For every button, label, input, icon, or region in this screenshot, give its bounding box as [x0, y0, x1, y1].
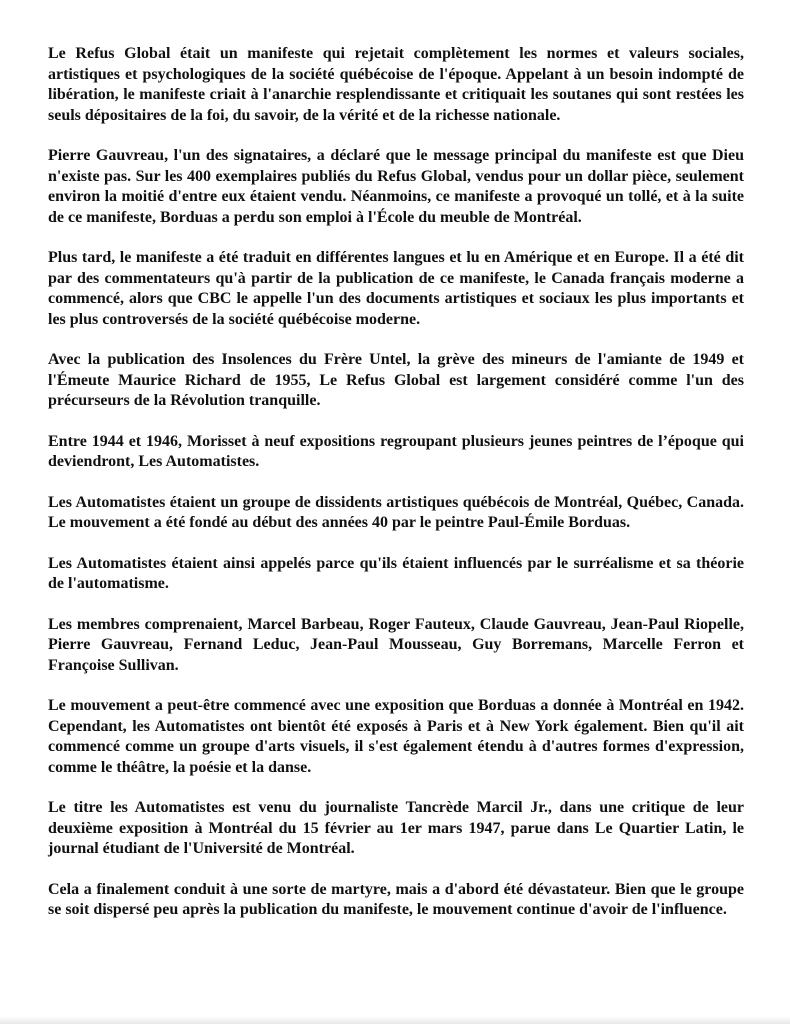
document-body — [48, 44, 744, 941]
paragraph-members: Les membres comprenaient, Marcel Barbeau, Roger Fauteux, Claude Gauvreau, Jean-Paul Riopelle, Pierre Gauvreau, Fernand Leduc, Jean-Paul Mousseau, Guy Borremans, Marcelle Ferron et Françoise Sullivan. — [48, 615, 744, 674]
paragraph-automatistes-name: Les Automatistes étaient ainsi appelés parce qu'ils étaient influencés par le surréalisme et sa théorie de l'automatisme. — [48, 554, 744, 592]
paragraph-title-origin: Le titre les Automatistes est venu du journaliste Tancrède Marcil Jr., dans une critique de leur deuxième exposition à Montréal du 15 février au 1er mars 1947, parue dans Le Quartier Latin, le journal étudiant de l'Université de Montréal. — [48, 799, 744, 857]
paragraph-automatistes-group: Les Automatistes étaient un groupe de dissidents artistiques québécois de Montréal, Québec, Canada. Le mouvement a été fondé au début des années 40 par le peintre Paul-Émile Borduas. — [48, 493, 744, 531]
paragraph-movement-beginnings: Le mouvement a peut-être commencé avec une exposition que Borduas a donnée à Montréal en 1942. Cependant, les Automatistes ont bientôt été exposés à Paris et à New York également. Bien qu'il ait commencé comme un groupe d'arts visuels, il s'est également étendu à d'autres formes d'expression, comme le théâtre, la poésie et la danse. — [48, 697, 744, 776]
paragraph-translation-impact: Plus tard, le manifeste a été traduit en différentes langues et lu en Amérique et en Europe. Il a été dit par des commentateurs qu'à partir de la publication de ce manifeste, le Canada français moderne a commencé, alors que CBC le appelle l'un des documents artistiques et sociaux les plus importants et les plus controversés de la société québécoise moderne. — [48, 249, 744, 328]
paragraph-gauvreau-declaration: Pierre Gauvreau, l'un des signataires, a déclaré que le message principal du manifeste est que Dieu n'existe pas. Sur les 400 exemplaires publiés du Refus Global, vendus pour un dollar pièce, seulement environ la moitié d'entre eux étaient vendu. Néanmoins, ce manifeste a provoqué un tollé, et à la suite de ce manifeste, Borduas a perdu son emploi à l'École du meuble de Montréal. — [48, 147, 744, 226]
paragraph-morisset-expositions: Entre 1944 et 1946, Morisset à neuf expositions regroupant plusieurs jeunes peintres de l’époque qui deviendront, Les Automatistes. — [48, 432, 744, 470]
paragraph-refus-global-intro: Le Refus Global était un manifeste qui rejetait complètement les normes et valeurs sociales, artistiques et psychologiques de la société québécoise de l'époque. Appelant à un besoin indompté de libération, le manifeste criait à l'anarchie resplendissante et critiquait les soutanes qui sont restées les seuls dépositaires de la foi, du savoir, de la vérité et de la richesse nationale. — [48, 45, 744, 124]
paragraph-influence: Cela a finalement conduit à une sorte de martyre, mais a d'abord été dévastateur. Bien que le groupe se soit dispersé peu après la publication du manifeste, le mouvement continue d'avoir de l'influence. — [48, 880, 744, 918]
paragraph-quiet-revolution: Avec la publication des Insolences du Frère Untel, la grève des mineurs de l'amiante de 1949 et l'Émeute Maurice Richard de 1955, Le Refus Global est largement considéré comme l'un des précurseurs de la Révolution tranquille. — [48, 351, 744, 409]
page-bottom-edge — [0, 1016, 790, 1024]
